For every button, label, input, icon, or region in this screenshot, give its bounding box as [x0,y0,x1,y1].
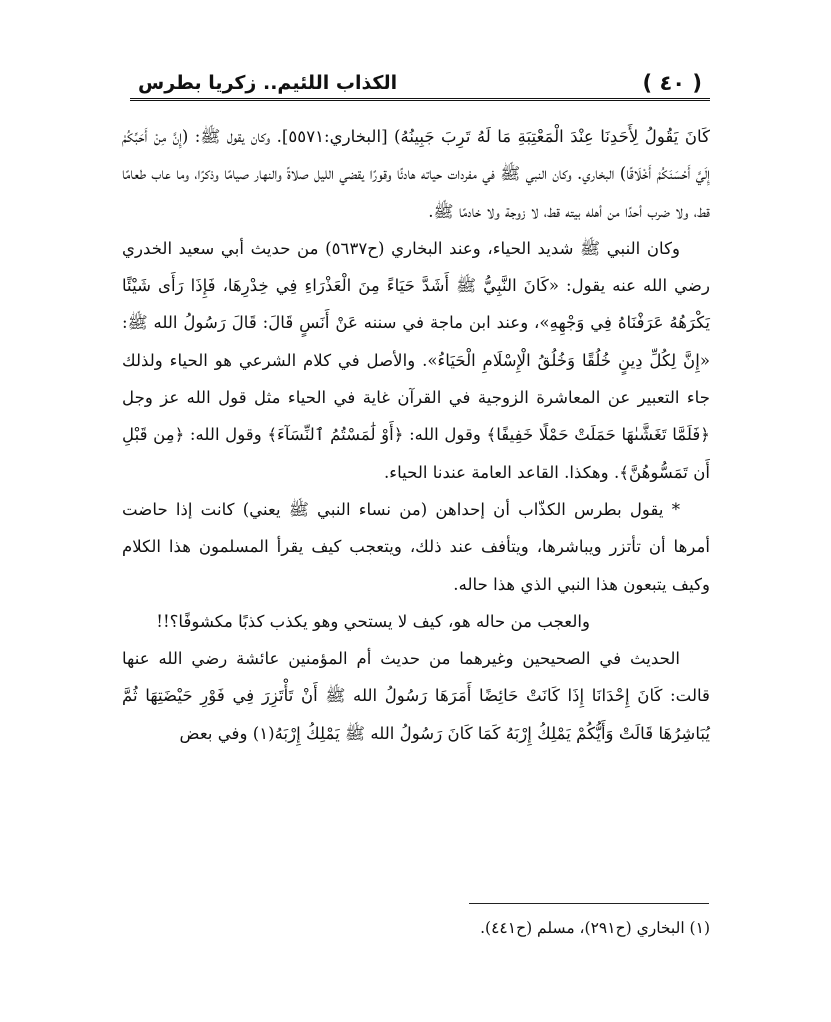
page-header [130,68,710,101]
paragraph-5: الحديث في الصحيحين وغيرهما من حديث أم المؤمنين عائشة رضي الله عنها قالت: كَانَ إِحْدَانَا إِذَا كَانَتْ حَائِضًا أَمَرَهَا رَسُولُ الله ﷺ أَنْ تَأْتَزِرَ فِي فَوْرِ حَيْضَتِهَا ثُمَّ يُبَاشِرُهَا قَالَتْ وَأَيُّكُمْ يَمْلِكُ إِرْبَهُ كَمَا كَانَ رَسُولُ الله ﷺ يَمْلِكُ إِرْبَهُ(١) وفي بعض [122,649,710,743]
page-number: ( ٤٠ ) [642,71,702,95]
footnote-divider [469,903,709,904]
paragraph-2: وكان النبي ﷺ شديد الحياء، وعند البخاري (ح٥٦٣٧) من حديث أبي سعيد الخدري رضي الله عنه يقول: «كَانَ النَّبِيُّ ﷺ أَشَدَّ حَيَاءً مِنَ الْعَذْرَاءِ فِي خِدْرِهَا، فَإِذَا رَأَى شَيْئًا يَكْرَهُهُ عَرَفْنَاهُ فِي وَجْهِهِ»، وعند ابن ماجة في سننه عَنْ أَنَسٍ قَالَ: قَالَ رَسُولُ الله ﷺ: «إِنَّ لِكُلِّ دِينٍ خُلُقًا وَخُلُقُ الْإِسْلَامِ الْحَيَاءُ». والأصل في كلام الشرعي هو الحياء ولذلك جاء التعبير عن المعاشرة الزوجية في القرآن غاية في الحياء مثل قول الله عز وجل ﴿فَلَمَّا تَغَشَّىٰهَا حَمَلَتْ حَمْلًا خَفِيفًا﴾ وقول الله: ﴿أَوْ لَٰمَسْتُمُ ٱلنِّسَآءَ﴾ وقول الله: ﴿مِن قَبْلِ أَن تَمَسُّوهُنَّ﴾. وهكذا. القاعد العامة عندنا الحياء. [122,238,710,482]
body-text [122,118,710,752]
paragraph-3: * يقول بطرس الكذّاب أن إحداهن (من نساء النبي ﷺ يعني) كانت إذا حاضت أمرها أن تأتزر ويباشرها، ويتأفف عند ذلك، ويتعجب كيف يقرأ المسلمون هذا الكلام وكيف يتبعون هذا النبي الذي هذا حاله. [122,499,710,594]
running-title: الكذاب اللئيم.. زكريا بطرس [138,72,398,94]
footnote: (١) البخاري (ح٢٩١)، مسلم (ح٤٤١). [480,919,710,937]
paragraph-1: كَانَ يَقُولُ لِأَحَدِنَا عِنْدَ الْمَعْتِبَةِ مَا لَهُ تَرِبَ جَبِينُهُ) [البخاري:٥٥٧١]. وكان يقول ﷺ: (إِنَّ مِنْ أَحَبِّكُمْ إِلَيَّ أَحْسَنَكُمْ أَخْلَاقًا) البخاري. وكان النبي ﷺ في مفردات حياته هادئًا وقورًا يقضي الليل صلاةً والنهار صيامًا وذكرًا، وما عاب طعامًا قط، ولا ضرب أحدًا من أهله بيته قط، لا زوجة ولا خادمًا ﷺ. [122,127,710,221]
paragraph-4: والعجب من حاله هو، كيف لا يستحي وهو يكذب كذبًا مكشوفًا؟!! [156,611,590,631]
